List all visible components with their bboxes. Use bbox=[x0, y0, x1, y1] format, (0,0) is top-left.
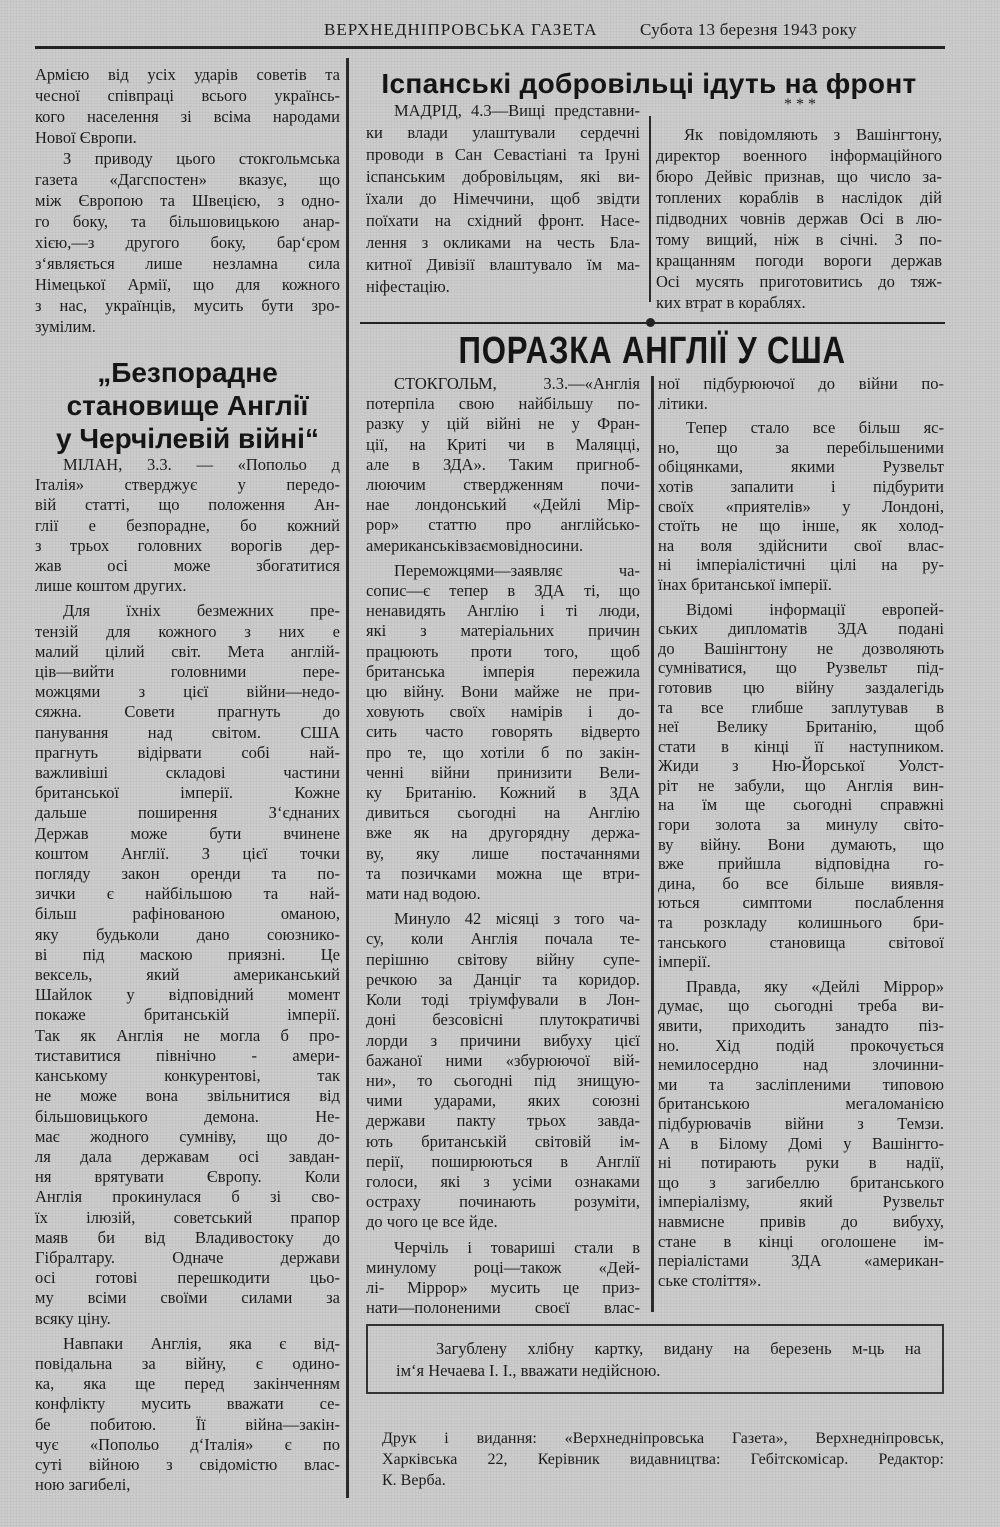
text-line: МАДРІД, 4.3—Вищі представни- bbox=[394, 101, 640, 120]
washington-article-body bbox=[656, 124, 942, 313]
england-article-body bbox=[35, 455, 340, 1495]
text-line: Для їхніх безмежних пре- bbox=[63, 601, 340, 621]
text-line: більшовицького демона. Не- bbox=[35, 1106, 340, 1126]
text-line: періалістами ЗДА «американ- bbox=[658, 1251, 944, 1271]
text-line: ні потирають руки в надії, bbox=[658, 1153, 944, 1173]
imprint-line: Друк і видання: «Верхнедніпровська Газета», Верхнедніпровськ, bbox=[382, 1430, 944, 1447]
text-line: перії, поширюються в Англії bbox=[366, 1151, 640, 1171]
text-line: до Вашінгтону не дозволяють bbox=[658, 638, 944, 658]
text-line: не може вона звільнитися від bbox=[35, 1086, 340, 1106]
text-line: су, коли Англія почала те- bbox=[366, 929, 640, 949]
text-line: перішню світову війну супе- bbox=[366, 949, 640, 969]
paragraph bbox=[658, 600, 944, 972]
text-line: ка, яка ще перед закінченням bbox=[35, 1374, 340, 1394]
text-line: конфлікту мусить вважати се- bbox=[35, 1394, 340, 1414]
text-line: канському конкурентові, так bbox=[35, 1066, 340, 1086]
text-line: вій статті, що положення Ан- bbox=[35, 495, 340, 515]
text-line: ки влади улаштували сердечні bbox=[366, 123, 640, 142]
text-line: чесної співпраці всього українсь- bbox=[35, 86, 340, 105]
text-line: іспанським добровільцям, які ви- bbox=[366, 167, 640, 186]
text-line: тензій для кожного з них е bbox=[35, 621, 340, 641]
paragraph bbox=[658, 977, 944, 1291]
spain-headline: Іспанські добровільці ідуть на фронт bbox=[381, 68, 917, 99]
notice-box bbox=[366, 1324, 944, 1394]
text-line: маяв би від Владивостоку до bbox=[35, 1227, 340, 1247]
text-line: їнах британської імперії. bbox=[658, 574, 832, 594]
text-line: готовив цю війну заздалегідь bbox=[658, 677, 944, 697]
text-line: Переможцями—заявляє ча- bbox=[394, 560, 640, 580]
paragraph bbox=[366, 1238, 640, 1319]
text-line: А в Білому Домі у Вашінгто- bbox=[658, 1133, 944, 1153]
masthead-rule bbox=[35, 46, 945, 49]
column-divider-top bbox=[649, 116, 651, 302]
text-line: голоси, які з усіми ознаками bbox=[366, 1171, 640, 1191]
text-line: літики. bbox=[658, 393, 708, 413]
text-line: го боку, та більшовицькою анар- bbox=[35, 212, 340, 231]
text-line: минулому році—також «Дей- bbox=[366, 1257, 640, 1277]
text-line: Тепер стало все більш яс- bbox=[686, 418, 944, 438]
text-line: бе побитою. Її війна—закін- bbox=[35, 1414, 340, 1434]
text-line: британською мегаломанією bbox=[658, 1094, 944, 1114]
text-line: глії е безпорадне, бо кожний bbox=[35, 515, 340, 535]
text-line: ції, на Криті чи в Маляцці, bbox=[366, 434, 640, 454]
text-line: їх ілюзій, советський прапор bbox=[35, 1207, 340, 1227]
text-line: імперіалізму, який Рузвельт bbox=[658, 1192, 944, 1212]
text-line: ною загибелі, bbox=[35, 1475, 131, 1495]
text-line: суті війною з свідомістю влас- bbox=[35, 1454, 340, 1474]
paragraph bbox=[366, 100, 640, 298]
text-line: дина, бо все більше виявля- bbox=[658, 873, 944, 893]
imprint-line: К. Верба. bbox=[382, 1472, 446, 1489]
spain-article-body bbox=[366, 100, 640, 298]
ornament-asterisks: * * * bbox=[784, 96, 816, 113]
text-line: обіцянками, якими Рузвельт bbox=[658, 457, 944, 477]
paragraph bbox=[35, 455, 340, 596]
text-line: З приводу цього стокгольмська bbox=[63, 149, 340, 168]
text-line: повідальна за війну, є одино- bbox=[35, 1353, 340, 1373]
text-line: але в ЗДА». Таким пригноб- bbox=[366, 454, 640, 474]
text-line: Осі мусять приготовитись до тяж- bbox=[656, 272, 942, 291]
text-line: навмисне привів до вибуху, bbox=[658, 1211, 944, 1231]
text-line: ченні війни принизити Вели- bbox=[366, 762, 640, 782]
paragraph bbox=[366, 909, 640, 1232]
text-line: британської імперії. Кожне bbox=[35, 783, 340, 803]
text-line: разку у цій війні не у Фран- bbox=[366, 414, 640, 434]
text-line: тиставитися північно - амери- bbox=[35, 1045, 340, 1065]
text-line: речкою за Данціг та коридор. bbox=[366, 969, 640, 989]
text-line: китної Дивізії влаштувало їм ма- bbox=[366, 255, 640, 274]
paragraph bbox=[658, 418, 944, 594]
text-line: ців—вийти головними пере- bbox=[35, 662, 340, 682]
text-line: Минуло 42 місяці з того ча- bbox=[394, 909, 640, 929]
text-line: явити, приходить занадто піз- bbox=[658, 1016, 944, 1035]
text-line: Гібралтару. Одначе держави bbox=[35, 1247, 340, 1267]
paragraph bbox=[35, 148, 340, 337]
england-headline bbox=[35, 356, 340, 455]
paragraph bbox=[366, 374, 640, 556]
text-line: газета «Дагспостен» вказує, що bbox=[35, 170, 340, 189]
text-line: Навпаки Англія, яка є від- bbox=[63, 1333, 340, 1353]
imprint-line: Харківська 22, Керівник видавництва: Гебітскомісар. Редактор: bbox=[382, 1451, 944, 1468]
column-divider-lower bbox=[651, 376, 654, 1312]
text-line: до чого це все йде. bbox=[366, 1212, 498, 1232]
text-line: ське століття». bbox=[658, 1270, 762, 1290]
text-line: своїх «приятелів» у Лондоні, bbox=[658, 496, 944, 516]
imprint bbox=[382, 1428, 944, 1491]
text-line: які з матеріальних причин bbox=[366, 621, 640, 641]
text-line: прагнуть відірвати собі най- bbox=[35, 742, 340, 762]
text-line: дивиться сьогодні на Англію bbox=[366, 803, 640, 823]
text-line: ву війну. Вони думають, що bbox=[658, 834, 944, 854]
text-line: но. Хід подій прокочується bbox=[658, 1035, 944, 1055]
text-line: бажаної ними «збурюючої вій- bbox=[366, 1050, 640, 1070]
text-line: Англія прокинулася б зі сво- bbox=[35, 1187, 340, 1207]
text-line: бюро Дейвіс признав, що число за- bbox=[656, 167, 942, 186]
notice-line: Загублену хлібну картку, видану на березень м-ць на bbox=[436, 1339, 921, 1358]
text-line: їхали до Німеччини, щоб звідти bbox=[366, 189, 640, 208]
text-line: ються симптоми послаблення bbox=[658, 893, 944, 913]
text-line: та розкладу колишнього бри- bbox=[658, 913, 944, 933]
separator-dot bbox=[646, 318, 655, 327]
text-line: директор военного інформаційного bbox=[656, 146, 942, 165]
text-line: імперії. bbox=[658, 952, 711, 972]
text-line: ни», то сьогодні під знищую- bbox=[366, 1070, 640, 1090]
headline-line: становище Англії bbox=[66, 390, 309, 421]
text-line: лише коштом других. bbox=[35, 576, 187, 596]
text-line: кращанням погоди вороги держав bbox=[656, 251, 942, 270]
text-line: Нової Європи. bbox=[35, 128, 137, 147]
text-line: на їм ще сьогодні справжні bbox=[658, 795, 944, 815]
text-line: між Європою та Швецією, з одно- bbox=[35, 191, 340, 210]
text-line: Відомі інформації европей- bbox=[686, 599, 944, 619]
text-line: жав осі може збогатитися bbox=[35, 556, 340, 576]
text-line: стане в кінці оголошене ім- bbox=[658, 1231, 944, 1251]
text-line: про те, що хотіли б по закін- bbox=[366, 742, 640, 762]
text-line: му всіми своїми силами за bbox=[35, 1288, 340, 1308]
text-line: немилосердно над злочинни- bbox=[658, 1055, 944, 1075]
text-line: ють британській світовій ім- bbox=[366, 1131, 640, 1151]
headline-line: у Черчілевій війні“ bbox=[56, 423, 319, 454]
paragraph bbox=[35, 1334, 340, 1496]
text-line: та позичками можна ще втри- bbox=[366, 863, 640, 883]
text-line: Італія» стверджує у передо- bbox=[35, 475, 340, 495]
text-line: підводних човнів держав Осі в лю- bbox=[656, 209, 942, 228]
text-line: більш рафінованою оманою, bbox=[35, 904, 340, 924]
text-line: всяку ціну. bbox=[35, 1308, 111, 1328]
defeat-article-col2 bbox=[658, 374, 944, 1290]
text-line: ніфестацію. bbox=[366, 277, 450, 296]
text-line: працюють проти того, щоб bbox=[366, 641, 640, 661]
text-line: з‘являється лише незламна сила bbox=[35, 254, 340, 273]
text-line: люючим ствердженням почи- bbox=[366, 475, 640, 495]
text-line: сумніватися, що Рузвельт під- bbox=[658, 658, 944, 678]
paragraph bbox=[366, 561, 640, 904]
text-line: сопис—є тепер в ЗДА ті, що bbox=[366, 581, 640, 601]
paragraph bbox=[35, 601, 340, 1328]
text-line: Шайлок у відповідний момент bbox=[35, 985, 340, 1005]
text-line: вже прийшла відповідна го- bbox=[658, 854, 944, 874]
text-line: кого населення зі всіма народами bbox=[35, 107, 340, 126]
newspaper-name: ВЕРХНЕДНІПРОВСЬКА ГАЗЕТА bbox=[324, 20, 598, 39]
defeat-headline-text: ПОРАЗКА АНГЛІЇ У США bbox=[458, 330, 847, 372]
text-line: ських дипломатів ЗДА подані bbox=[658, 619, 944, 639]
text-line: Черчіль і товариші стали в bbox=[394, 1237, 640, 1257]
column-divider-left bbox=[346, 58, 349, 1498]
text-line: ві під маскою приязні. Це bbox=[35, 944, 340, 964]
text-line: остраху починають розуміти, bbox=[366, 1192, 640, 1212]
text-line: ля дала державам осі завдан- bbox=[35, 1146, 340, 1166]
text-line: можцями з цієї війни—недо- bbox=[35, 682, 340, 702]
text-line: ховують своїх намірів і до- bbox=[366, 702, 640, 722]
text-line: ву, яку лише постачаннями bbox=[366, 843, 640, 863]
notice-line: ім‘я Нечаева І. І., вважати недійсною. bbox=[396, 1361, 661, 1380]
text-line: підбурювачів війни з Темзи. bbox=[658, 1113, 944, 1133]
text-line: з нас, українців, мусить бути зро- bbox=[35, 296, 340, 315]
paragraph bbox=[656, 124, 942, 313]
text-line: погляду закон оренди та по- bbox=[35, 864, 340, 884]
text-line: чими ударами, яких союзні bbox=[366, 1091, 640, 1111]
text-line: американськівзаємовідносини. bbox=[366, 535, 584, 555]
text-line: та все глибше заплутував в bbox=[658, 697, 944, 717]
text-line: нае лондонський «Дейлі Мір- bbox=[366, 495, 640, 515]
text-line: чує «Попольо д‘Італія» є по bbox=[35, 1434, 340, 1454]
text-line: Німецької Армії, що для кожного bbox=[35, 275, 340, 294]
text-line: зички є найбільшою та най- bbox=[35, 884, 340, 904]
text-line: Коли тоді тріумфували в Лон- bbox=[366, 990, 640, 1010]
text-line: з трьох головних ворогів дер- bbox=[35, 535, 340, 555]
text-line: неї Велику Британію, щоб bbox=[658, 717, 944, 737]
text-line: цю війну. Вони майже не при- bbox=[366, 682, 640, 702]
text-line: Як повідомляють з Вашінгтону, bbox=[684, 125, 942, 144]
text-line: доні безсовісні плутократичві bbox=[366, 1010, 640, 1030]
text-line: ня врятувати Європу. Коли bbox=[35, 1167, 340, 1187]
text-line: думає, що сьогодні треба ви- bbox=[658, 996, 944, 1016]
text-line: проводи в Сан Севастіані та Іруні bbox=[366, 145, 640, 164]
text-line: мати над водою. bbox=[366, 884, 481, 904]
text-line: панування над світом. США bbox=[35, 722, 340, 742]
text-line: нати—полоненими своєї влас- bbox=[366, 1298, 640, 1318]
text-line: важливіші складові частини bbox=[35, 763, 340, 783]
text-line: яку будьколи дано союзнико- bbox=[35, 924, 340, 944]
text-line: сить часто говорять відверто bbox=[366, 722, 640, 742]
text-line: осі готові перешкодити цьо- bbox=[35, 1268, 340, 1288]
text-line: дальше поширення З‘єднаних bbox=[35, 803, 340, 823]
text-line: що з загибеллю британського bbox=[658, 1172, 944, 1192]
text-line: ми та засліпленими типовою bbox=[658, 1074, 944, 1094]
text-line: рор» статтю про англійсько- bbox=[366, 515, 640, 535]
text-line: Правда, яку «Дейлі Міррор» bbox=[686, 976, 944, 996]
text-line: МІЛАН, 3.3. — «Попольо д bbox=[63, 455, 340, 474]
text-line: потерпіла свою найбільшу по- bbox=[366, 394, 640, 414]
text-line: малий цілий світ. Мета англій- bbox=[35, 641, 340, 661]
text-line: Жиди з Ню-Йорської Уолст- bbox=[658, 756, 944, 776]
text-line: топлених кораблів в наслідок дій bbox=[656, 188, 942, 207]
text-line: коштом Англії. З цієї точки bbox=[35, 843, 340, 863]
text-line: тому вищий, ніж в січні. З по- bbox=[656, 230, 942, 249]
text-line: ної підбурюючої до війни по- bbox=[658, 374, 944, 393]
left-top-text bbox=[35, 64, 340, 337]
text-line: ні імперіалістичні цілі на ру- bbox=[658, 555, 944, 575]
text-line: вексель, який американський bbox=[35, 965, 340, 985]
text-line: Держав може бути вчинене bbox=[35, 823, 340, 843]
text-line: поїхати на східний фронт. Насе- bbox=[366, 211, 640, 230]
text-line: Армією від усіх ударів советів та bbox=[35, 65, 340, 84]
text-line: стоїть не що інше, як холод- bbox=[658, 516, 944, 536]
text-line: сяжна. Совети прагнуть до bbox=[35, 702, 340, 722]
headline-line: „Безпорадне bbox=[97, 357, 278, 388]
text-line: покаже британській імперії. bbox=[35, 1005, 340, 1025]
text-line: ріт не забули, що Англія вин- bbox=[658, 775, 944, 795]
text-line: ку Британію. Кожний в ЗДА bbox=[366, 783, 640, 803]
text-line: Так як Англія не могла б про- bbox=[35, 1025, 340, 1045]
text-line: танського становища світової bbox=[658, 932, 944, 952]
paragraph bbox=[35, 64, 340, 148]
text-line: на воля здійснити свої влас- bbox=[658, 535, 944, 555]
text-line: має жодного сумніву, що до- bbox=[35, 1126, 340, 1146]
text-line: хією,—з другого боку, бар‘єром bbox=[35, 233, 340, 252]
paragraph bbox=[658, 374, 944, 413]
text-line: гори золота за минулу світо- bbox=[658, 815, 944, 835]
text-line: но, що за перебільшеними bbox=[658, 437, 944, 457]
text-line: хотів запалити і підбурити bbox=[658, 476, 944, 496]
text-line: зумілим. bbox=[35, 317, 96, 336]
defeat-article-col1 bbox=[366, 374, 640, 1318]
text-line: лорди з причини вибуху цієї bbox=[366, 1030, 640, 1050]
text-line: лі- Міррор» мусить це приз- bbox=[366, 1277, 640, 1297]
text-line: стати в кінці її наступником. bbox=[658, 736, 944, 756]
text-line: британська імперія пережила bbox=[366, 661, 640, 681]
text-line: ненавидять Англію і ті люди, bbox=[366, 601, 640, 621]
text-line: держави пакту трьох завда- bbox=[366, 1111, 640, 1131]
text-line: ких втрат в кораблях. bbox=[656, 293, 806, 312]
defeat-headline bbox=[360, 330, 945, 373]
issue-date: Субота 13 березня 1943 року bbox=[640, 20, 857, 39]
text-line: вже як на другорядну держа- bbox=[366, 823, 640, 843]
text-line: СТОКГОЛЬМ, 3.3.—«Англія bbox=[394, 374, 640, 393]
text-line: лення з окликами на честь Бла- bbox=[366, 233, 640, 252]
